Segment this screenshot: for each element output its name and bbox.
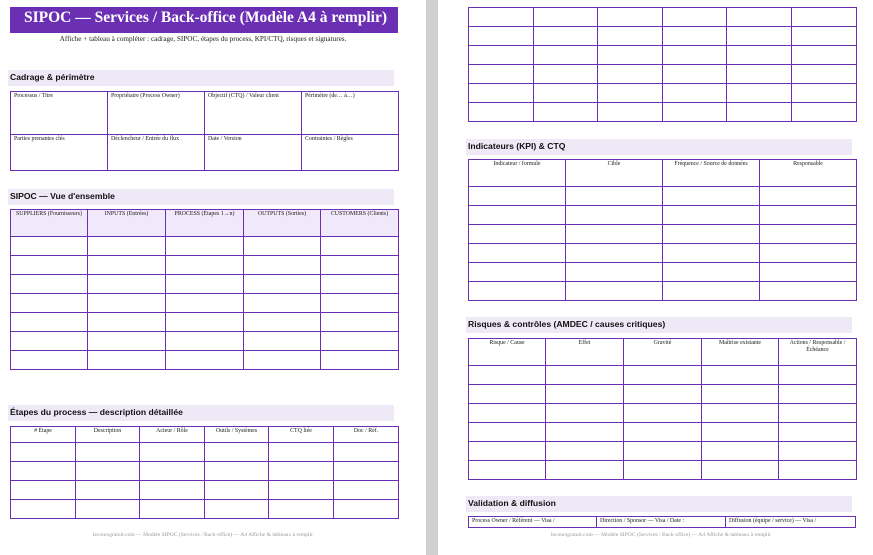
blank-cell[interactable] [469, 282, 566, 301]
blank-cell[interactable] [792, 103, 857, 122]
etapes-table [10, 426, 399, 519]
blank-cell[interactable] [566, 263, 663, 282]
etapes-header-description: Description [76, 427, 140, 443]
blank-cell[interactable] [269, 462, 334, 481]
blank-cell[interactable] [244, 294, 321, 313]
table-row [469, 282, 857, 301]
page-2 [438, 0, 873, 555]
risques-header-risque: Risque / Cause [469, 339, 546, 366]
blank-cell[interactable] [321, 237, 399, 256]
blank-cell[interactable] [566, 225, 663, 244]
blank-cell[interactable] [546, 385, 624, 404]
field-perimetre[interactable]: Périmètre (de… à…) [302, 92, 399, 135]
blank-cell[interactable] [702, 442, 779, 461]
validation-diffusion[interactable]: Diffusion (équipe / service) — Visa / [725, 516, 856, 528]
blank-cell[interactable] [624, 385, 702, 404]
blank-cell[interactable] [11, 500, 76, 519]
field-proprietaire[interactable]: Propriétaire (Process Owner) [108, 92, 205, 135]
footer-page-1: lecoursgratuit.com — Modèle SIPOC (Services / Back-office) — A4 Affiche & tableaux à remplir [92, 532, 314, 538]
kpi-header-cible: Cible [566, 160, 663, 187]
blank-cell[interactable] [663, 206, 760, 225]
blank-cell[interactable] [11, 332, 88, 351]
blank-cell[interactable] [779, 366, 857, 385]
blank-cell[interactable] [76, 500, 140, 519]
blank-cell[interactable] [244, 237, 321, 256]
etapes-header-ctq: CTQ liée [269, 427, 334, 443]
sipoc-body [11, 237, 399, 370]
blank-cell[interactable] [534, 46, 598, 65]
blank-cell[interactable] [11, 294, 88, 313]
blank-cell[interactable] [11, 443, 76, 462]
blank-cell[interactable] [598, 103, 663, 122]
blank-cell[interactable] [469, 206, 566, 225]
blank-cell[interactable] [727, 46, 792, 65]
blank-cell[interactable] [11, 256, 88, 275]
blank-cell[interactable] [469, 27, 534, 46]
table-row [11, 443, 399, 462]
section-title-sipoc: SIPOC — Vue d'ensemble [8, 189, 394, 205]
blank-cell[interactable] [469, 187, 566, 206]
blank-cell[interactable] [321, 294, 399, 313]
blank-cell[interactable] [663, 65, 727, 84]
blank-cell[interactable] [140, 500, 205, 519]
table-row [469, 423, 857, 442]
blank-cell[interactable] [321, 351, 399, 370]
table-row [469, 103, 857, 122]
blank-cell[interactable] [11, 313, 88, 332]
blank-cell[interactable] [166, 237, 244, 256]
blank-cell[interactable] [534, 103, 598, 122]
etapes-continuation-table [468, 7, 857, 122]
blank-cell[interactable] [334, 481, 399, 500]
table-row [11, 332, 399, 351]
blank-cell[interactable] [269, 481, 334, 500]
blank-cell[interactable] [321, 313, 399, 332]
blank-cell[interactable] [779, 385, 857, 404]
blank-cell[interactable] [534, 65, 598, 84]
blank-cell[interactable] [469, 263, 566, 282]
sipoc-header-process: PROCESS (Étapes 1→n) [166, 210, 244, 237]
blank-cell[interactable] [166, 332, 244, 351]
blank-cell[interactable] [663, 46, 727, 65]
blank-cell[interactable] [546, 366, 624, 385]
blank-cell[interactable] [663, 282, 760, 301]
table-row [11, 462, 399, 481]
blank-cell[interactable] [779, 442, 857, 461]
table-row [469, 244, 857, 263]
blank-cell[interactable] [469, 366, 546, 385]
blank-cell[interactable] [244, 256, 321, 275]
field-parties-prenantes[interactable]: Parties prenantes clés [11, 135, 108, 171]
blank-cell[interactable] [702, 461, 779, 480]
table-row [469, 27, 857, 46]
etapes-continuation-body [469, 8, 857, 122]
table-row [469, 461, 857, 480]
table-row [11, 481, 399, 500]
table-row [469, 84, 857, 103]
validation-row [468, 516, 856, 528]
blank-cell[interactable] [727, 8, 792, 27]
blank-cell[interactable] [779, 423, 857, 442]
table-row [11, 275, 399, 294]
blank-cell[interactable] [469, 404, 546, 423]
document-title: SIPOC — Services / Back-office (Modèle A4 à remplir) [10, 7, 398, 33]
etapes-header-outils: Outils / Systèmes [205, 427, 269, 443]
blank-cell[interactable] [727, 103, 792, 122]
blank-cell[interactable] [244, 351, 321, 370]
table-row [469, 46, 857, 65]
blank-cell[interactable] [598, 8, 663, 27]
table-row [469, 404, 857, 423]
blank-cell[interactable] [88, 275, 166, 294]
table-row [11, 256, 399, 275]
etapes-header-doc: Doc / Réf. [334, 427, 399, 443]
table-row [469, 442, 857, 461]
kpi-header-frequence: Fréquence / Source de données [663, 160, 760, 187]
blank-cell[interactable] [760, 187, 857, 206]
blank-cell[interactable] [598, 46, 663, 65]
blank-cell[interactable] [166, 313, 244, 332]
blank-cell[interactable] [792, 27, 857, 46]
page-1 [0, 0, 426, 555]
risques-table [468, 338, 857, 480]
validation-process-owner[interactable]: Process Owner / Référent — Visa / [468, 516, 597, 528]
blank-cell[interactable] [469, 244, 566, 263]
footer-page-2: lecoursgratuit.com — Modèle SIPOC (Services / Back-office) — A4 Affiche & tableaux à remplir [550, 532, 772, 538]
blank-cell[interactable] [779, 461, 857, 480]
blank-cell[interactable] [88, 237, 166, 256]
blank-cell[interactable] [727, 84, 792, 103]
kpi-body [469, 187, 857, 301]
blank-cell[interactable] [140, 481, 205, 500]
etapes-body [11, 443, 399, 519]
blank-cell[interactable] [321, 256, 399, 275]
blank-cell[interactable] [624, 423, 702, 442]
blank-cell[interactable] [88, 294, 166, 313]
blank-cell[interactable] [140, 462, 205, 481]
blank-cell[interactable] [663, 244, 760, 263]
blank-cell[interactable] [760, 244, 857, 263]
blank-cell[interactable] [334, 462, 399, 481]
blank-cell[interactable] [205, 481, 269, 500]
blank-cell[interactable] [566, 244, 663, 263]
kpi-table [468, 159, 857, 301]
section-title-cadrage: Cadrage & périmètre [8, 70, 394, 86]
blank-cell[interactable] [76, 443, 140, 462]
blank-cell[interactable] [11, 462, 76, 481]
field-objectif[interactable]: Objectif (CTQ) / Valeur client [205, 92, 302, 135]
blank-cell[interactable] [76, 462, 140, 481]
blank-cell[interactable] [166, 294, 244, 313]
blank-cell[interactable] [566, 187, 663, 206]
kpi-header-responsable: Responsable [760, 160, 857, 187]
blank-cell[interactable] [598, 84, 663, 103]
blank-cell[interactable] [663, 263, 760, 282]
blank-cell[interactable] [702, 385, 779, 404]
blank-cell[interactable] [760, 282, 857, 301]
blank-cell[interactable] [469, 8, 534, 27]
blank-cell[interactable] [760, 225, 857, 244]
blank-cell[interactable] [546, 461, 624, 480]
blank-cell[interactable] [205, 462, 269, 481]
blank-cell[interactable] [792, 46, 857, 65]
blank-cell[interactable] [11, 275, 88, 294]
blank-cell[interactable] [140, 443, 205, 462]
cadrage-table [10, 91, 399, 171]
table-row [11, 313, 399, 332]
sipoc-header-inputs: INPUTS (Entrées) [88, 210, 166, 237]
sipoc-header-customers: CUSTOMERS (Clients) [321, 210, 399, 237]
blank-cell[interactable] [663, 84, 727, 103]
table-row [469, 206, 857, 225]
blank-cell[interactable] [166, 351, 244, 370]
sipoc-header-outputs: OUTPUTS (Sorties) [244, 210, 321, 237]
field-declencheur[interactable]: Déclencheur / Entrée du flux [108, 135, 205, 171]
field-processus[interactable]: Processus / Titre [11, 92, 108, 135]
table-row [11, 237, 399, 256]
blank-cell[interactable] [469, 65, 534, 84]
table-row [469, 385, 857, 404]
blank-cell[interactable] [546, 404, 624, 423]
risques-header-actions: Actions / Responsable / Échéance [779, 339, 857, 366]
blank-cell[interactable] [321, 332, 399, 351]
table-row [11, 500, 399, 519]
field-date-version[interactable]: Date / Version [205, 135, 302, 171]
blank-cell[interactable] [269, 443, 334, 462]
blank-cell[interactable] [334, 500, 399, 519]
validation-direction[interactable]: Direction / Sponsor — Visa / Date : [596, 516, 726, 528]
blank-cell[interactable] [11, 481, 76, 500]
blank-cell[interactable] [469, 461, 546, 480]
table-row [469, 366, 857, 385]
sipoc-table [10, 209, 399, 370]
blank-cell[interactable] [792, 84, 857, 103]
blank-cell[interactable] [624, 366, 702, 385]
blank-cell[interactable] [469, 442, 546, 461]
page-gutter [426, 0, 438, 555]
blank-cell[interactable] [566, 282, 663, 301]
section-title-risques: Risques & contrôles (AMDEC / causes critiques) [466, 317, 852, 333]
blank-cell[interactable] [663, 225, 760, 244]
table-row [469, 263, 857, 282]
blank-cell[interactable] [760, 206, 857, 225]
risques-header-maitrise: Maîtrise existante [702, 339, 779, 366]
risques-body [469, 366, 857, 480]
etapes-header-acteur: Acteur / Rôle [140, 427, 205, 443]
blank-cell[interactable] [469, 103, 534, 122]
blank-cell[interactable] [727, 65, 792, 84]
etapes-header-etape: # Étape [11, 427, 76, 443]
blank-cell[interactable] [792, 65, 857, 84]
blank-cell[interactable] [244, 275, 321, 294]
blank-cell[interactable] [624, 461, 702, 480]
blank-cell[interactable] [244, 332, 321, 351]
table-row [11, 351, 399, 370]
blank-cell[interactable] [166, 275, 244, 294]
table-row [469, 65, 857, 84]
blank-cell[interactable] [534, 8, 598, 27]
blank-cell[interactable] [760, 263, 857, 282]
section-title-kpi: Indicateurs (KPI) & CTQ [466, 139, 852, 155]
blank-cell[interactable] [166, 256, 244, 275]
blank-cell[interactable] [11, 237, 88, 256]
table-row [469, 8, 857, 27]
blank-cell[interactable] [205, 500, 269, 519]
blank-cell[interactable] [624, 404, 702, 423]
kpi-header-indicateur: Indicateur / formule [469, 160, 566, 187]
blank-cell[interactable] [546, 442, 624, 461]
blank-cell[interactable] [598, 65, 663, 84]
blank-cell[interactable] [334, 443, 399, 462]
blank-cell[interactable] [792, 8, 857, 27]
blank-cell[interactable] [205, 443, 269, 462]
blank-cell[interactable] [88, 313, 166, 332]
risques-header-gravite: Gravité [624, 339, 702, 366]
blank-cell[interactable] [663, 27, 727, 46]
blank-cell[interactable] [534, 27, 598, 46]
blank-cell[interactable] [727, 27, 792, 46]
field-contraintes[interactable]: Contraintes / Règles [302, 135, 399, 171]
blank-cell[interactable] [469, 423, 546, 442]
section-title-etapes: Étapes du process — description détaillée [8, 405, 394, 421]
table-row [11, 294, 399, 313]
blank-cell[interactable] [663, 8, 727, 27]
blank-cell[interactable] [598, 27, 663, 46]
blank-cell[interactable] [469, 225, 566, 244]
sipoc-header-suppliers: SUPPLIERS (Fournisseurs) [11, 210, 88, 237]
blank-cell[interactable] [88, 351, 166, 370]
table-row [469, 225, 857, 244]
blank-cell[interactable] [321, 275, 399, 294]
blank-cell[interactable] [11, 351, 88, 370]
risques-header-effet: Effet [546, 339, 624, 366]
table-row [469, 187, 857, 206]
blank-cell[interactable] [566, 206, 663, 225]
blank-cell[interactable] [663, 187, 760, 206]
blank-cell[interactable] [702, 423, 779, 442]
blank-cell[interactable] [624, 442, 702, 461]
blank-cell[interactable] [88, 256, 166, 275]
blank-cell[interactable] [779, 404, 857, 423]
document-subtitle: Affiche + tableau à compléter : cadrage, SIPOC, étapes du process, KPI/CTQ, risques et signatures. [59, 35, 347, 43]
blank-cell[interactable] [76, 481, 140, 500]
blank-cell[interactable] [469, 84, 534, 103]
blank-cell[interactable] [469, 46, 534, 65]
blank-cell[interactable] [469, 385, 546, 404]
blank-cell[interactable] [702, 404, 779, 423]
blank-cell[interactable] [88, 332, 166, 351]
blank-cell[interactable] [534, 84, 598, 103]
blank-cell[interactable] [269, 500, 334, 519]
section-title-validation: Validation & diffusion [466, 496, 852, 512]
blank-cell[interactable] [546, 423, 624, 442]
blank-cell[interactable] [663, 103, 727, 122]
blank-cell[interactable] [702, 366, 779, 385]
blank-cell[interactable] [244, 313, 321, 332]
